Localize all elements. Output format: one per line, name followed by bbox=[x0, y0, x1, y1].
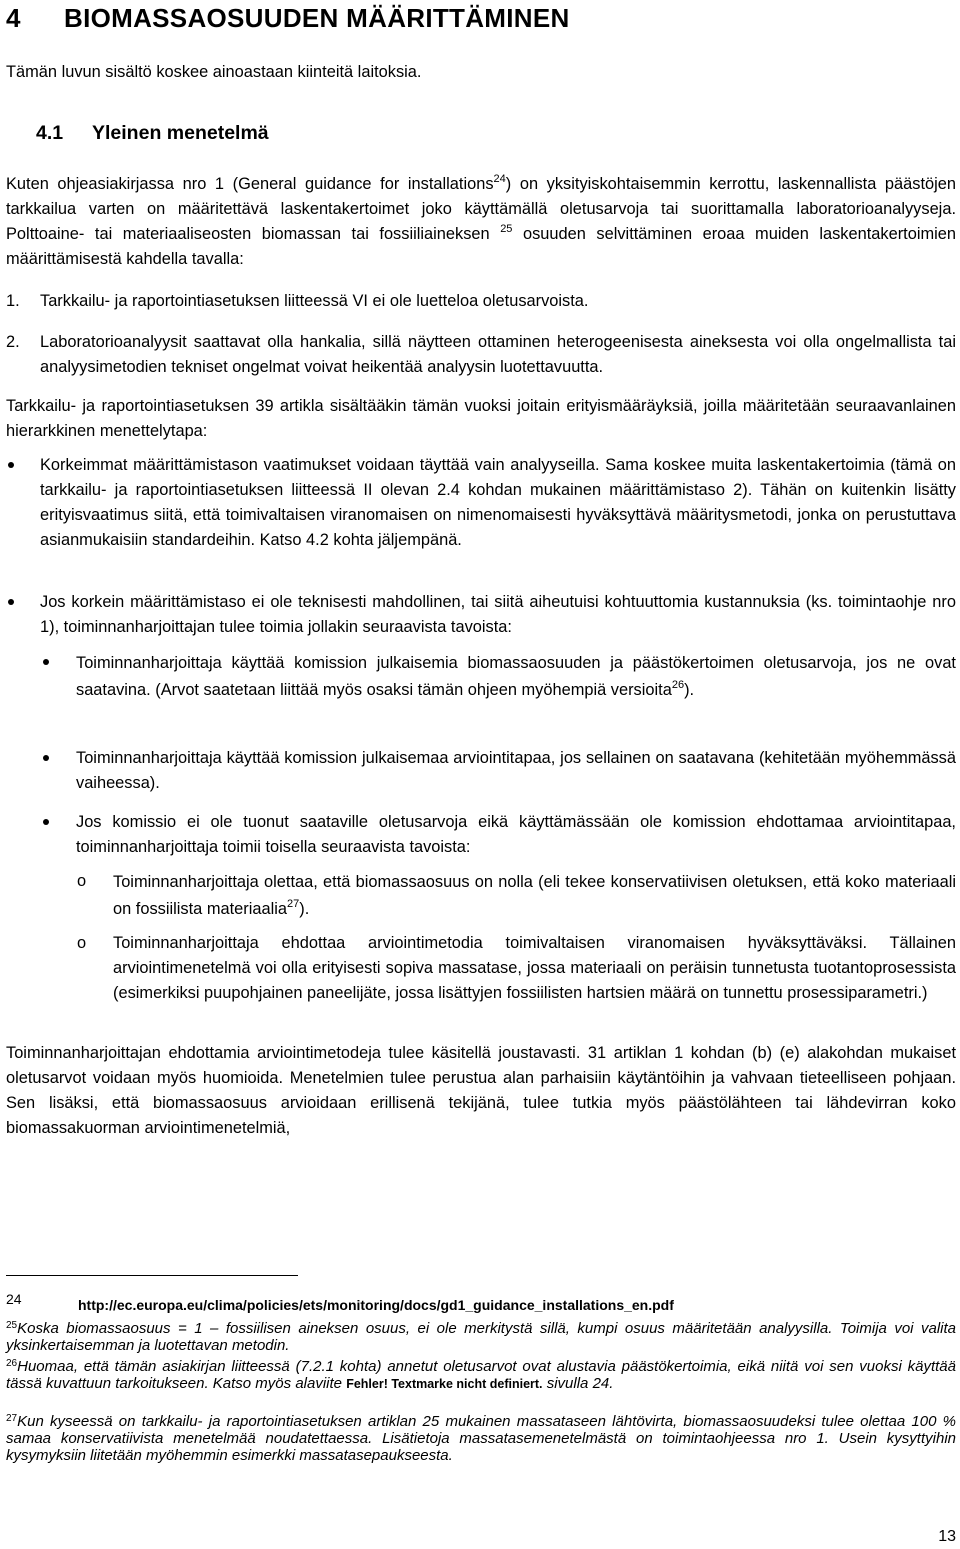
paragraph-3: Toiminnanharjoittajan ehdottamia arviointimetodeja tulee käsitellä joustavasti. 31 artiklan 1 kohdan (b) (e) alakohdan mukaiset oletusarvot voidaan myös huomioida. Menetelmien tulee perustua alan parhaisiin käytäntöihin ja vahvaan tieteelliseen pohjaan. Sen lisäksi, että biomassaosuus arvioidaan erillisenä tekijänä, tulee tutkia myös päästölähteen tai lähdevirran koko biomassakuorman arviointimenetelmiä, bbox=[6, 1044, 956, 1137]
footnote-25 bbox=[6, 1320, 956, 1354]
list-item: Jos korkein määrittämistaso ei ole teknisesti mahdollinen, tai siitä aiheutuisi kohtuuttomia kustannuksia (ks. toimintaohje nro 1), toiminnanharjoittajan tulee toimia jollakin seuraavista tavoista: bbox=[40, 593, 956, 636]
chapter-heading bbox=[6, 0, 570, 36]
bullet-icon bbox=[43, 659, 49, 665]
list-item: Korkeimmat määrittämistason vaatimukset voidaan täyttää vain analyyseilla. Sama koskee muita laskentakertoimia (tämä on tarkkailu- ja raportointiasetuksen liitteessä II olevan 2.4 kohdan mukainen määrittämistaso 2). Tähän on kuitenkin lisätty erityisvaatimus siitä, että toimivaltaisen viranomaisen on nimenomaisesti hyväksyttävä määritysmetodi, jonka on perustuttava asianmukaisiin standardeihin. Katso 4.2 kohta jäljempänä. bbox=[40, 456, 956, 549]
footnote-ref-26[interactable]: 26 bbox=[671, 679, 685, 691]
list-number: 2. bbox=[6, 333, 20, 351]
footnote-27 bbox=[6, 1413, 956, 1464]
list-item: Toiminnanharjoittaja ehdottaa arviointimetodia toimivaltaisen viranomaisen hyväksyttäväksi. Tällainen arviointimenetelmä voi olla erityisesti sopiva massatase, jossa materiaali on peräisin tunnetusta tuotantoprosessista (esimerkiksi puupohjainen paneelijäte, jossa lisättyjen fossiilisten hartsien määrä on tunnettu prosessiparametri.) bbox=[113, 934, 956, 1002]
chapter-number: 4 bbox=[6, 3, 21, 33]
intro-paragraph: Tämän luvun sisältö koskee ainoastaan kiinteitä laitoksia. bbox=[6, 63, 422, 81]
list-number: 1. bbox=[6, 292, 20, 310]
bullet-icon bbox=[43, 755, 49, 761]
list-item bbox=[76, 650, 956, 704]
list-item: Laboratorioanalyysit saattavat olla hankalia, sillä näytteen ottaminen heterogeenisesta aineksesta voi olla ongelmallista tai analyysimetodien tekniset ongelmat voivat heikentää analyysin luotettavuutta. bbox=[40, 333, 956, 376]
circle-item-text: Toiminnanharjoittaja olettaa, että biomassaosuus on nolla (eli tekee konservatiivisen oletuksen, että koko materiaali on fossiilista materiaalia bbox=[113, 873, 956, 918]
footnote-ref-27[interactable]: 27 bbox=[287, 898, 300, 910]
page-number: 13 bbox=[938, 1528, 956, 1545]
sub-bullet-text: Toiminnanharjoittaja käyttää komission julkaisemia biomassaosuuden ja päästökertoimen oletusarvoja, jos ne ovat saatavina. (Arvot saatetaan liittää myös osaksi tämän ohjeen myöhempiä versioita bbox=[76, 654, 956, 699]
circle-bullet-icon: o bbox=[77, 934, 87, 952]
footnote-number: 27 bbox=[6, 1413, 18, 1424]
section-number: 4.1 bbox=[36, 122, 64, 144]
footnote-ref-24[interactable]: 24 bbox=[493, 173, 506, 185]
footnote-number: 24 bbox=[6, 1291, 22, 1307]
footnote-text: Kun kyseessä on tarkkailu- ja raportointiasetuksen artiklan 25 mukainen massataseen lähtövirta, biomassaosuudeksi tulee olettaa 100 % samaa konservatiivista menetelmää noudatettaessa. Lisätietoja massatasemenetelmästä on toimintaohjeessa nro 1. Usein kysyttyihin kysymyksiin liitetään myöhemmin esimerkki massatasepaukseesta. bbox=[6, 1413, 956, 1464]
footnote-number: 25 bbox=[6, 1320, 18, 1331]
footnote-26 bbox=[6, 1358, 956, 1393]
list-item: Toiminnanharjoittaja käyttää komission julkaisemaa arviointitapaa, jos sellainen on saatavana (kehitetään myöhemmässä vaiheessa). bbox=[76, 749, 956, 792]
list-item: Jos komissio ei ole tuonut saataville oletusarvoja eikä käyttämässään ole komission ehdottamaa arviointitapaa, toiminnanharjoittaja toimii toisella seuraavista tavoista: bbox=[76, 813, 956, 856]
footnote-tail: sivulla 24. bbox=[542, 1375, 614, 1392]
footnote-24 bbox=[6, 1291, 956, 1314]
chapter-title: BIOMASSAOSUUDEN MÄÄRITTÄMINEN bbox=[64, 3, 570, 33]
para1-text-a: Kuten ohjeasiakirjassa nro 1 (General guidance for installations bbox=[6, 175, 494, 193]
footnote-link[interactable]: http://ec.europa.eu/clima/policies/ets/monitoring/docs/gd1_guidance_installations_en.pdf bbox=[78, 1297, 674, 1313]
list-item bbox=[113, 869, 956, 923]
bullet-icon bbox=[8, 462, 14, 468]
footnote-number: 26 bbox=[6, 1358, 18, 1369]
paragraph-1 bbox=[6, 172, 956, 272]
footnote-text: Huomaa, että tämän asiakirjan liitteessä (7.2.1 kohta) annetut oletusarvot ovat alustavia päästökertoimia, eikä niitä voi sen vuoksi käyttää tässä kuvattuun tarkoitukseen. Katso myös alaviite bbox=[6, 1358, 956, 1392]
footnote-ref-25[interactable]: 25 bbox=[500, 223, 513, 235]
footnote-error-ref: Fehler! Textmarke nicht definiert. bbox=[346, 1377, 543, 1391]
circle-item-end: ). bbox=[299, 900, 310, 918]
footnote-text: Koska biomassaosuus = 1 – fossiilisen aineksen osuus, ei ole merkitystä sillä, kumpi osuus määritetään analyysilla. Toimija voi valita yksinkertaisemman ja luotettavan metodin. bbox=[6, 1320, 956, 1354]
section-heading bbox=[36, 119, 269, 147]
paragraph-2: Tarkkailu- ja raportointiasetuksen 39 artikla sisältääkin tämän vuoksi joitain erityismääräyksiä, joilla määritetään seuraavanlainen hierarkkinen menettelytapa: bbox=[6, 397, 956, 440]
circle-bullet-icon: o bbox=[77, 872, 87, 890]
footnote-divider bbox=[6, 1275, 298, 1276]
bullet-icon bbox=[43, 819, 49, 825]
para1-text-c: osuuden selvittäminen eroaa muiden laskentakertoimien määrittämisestä kahdella tavalla: bbox=[6, 225, 956, 268]
list-item: Tarkkailu- ja raportointiasetuksen liitteessä VI ei ole luetteloa oletusarvoista. bbox=[40, 292, 589, 310]
sub-bullet-end: ). bbox=[684, 681, 695, 699]
section-title: Yleinen menetelmä bbox=[92, 122, 269, 144]
para1-text-b: ) on yksityiskohtaisemmin kerrottu, laskennallista päästöjen tarkkailua varten on määritettävä laskentakertoimet joko käyttämällä oletusarvoja tai suorittamalla laboratorioanalyyseja. Polttoaine- tai materiaaliseosten biomassan tai fossiiliaineksen bbox=[6, 175, 956, 243]
bullet-icon bbox=[8, 599, 14, 605]
